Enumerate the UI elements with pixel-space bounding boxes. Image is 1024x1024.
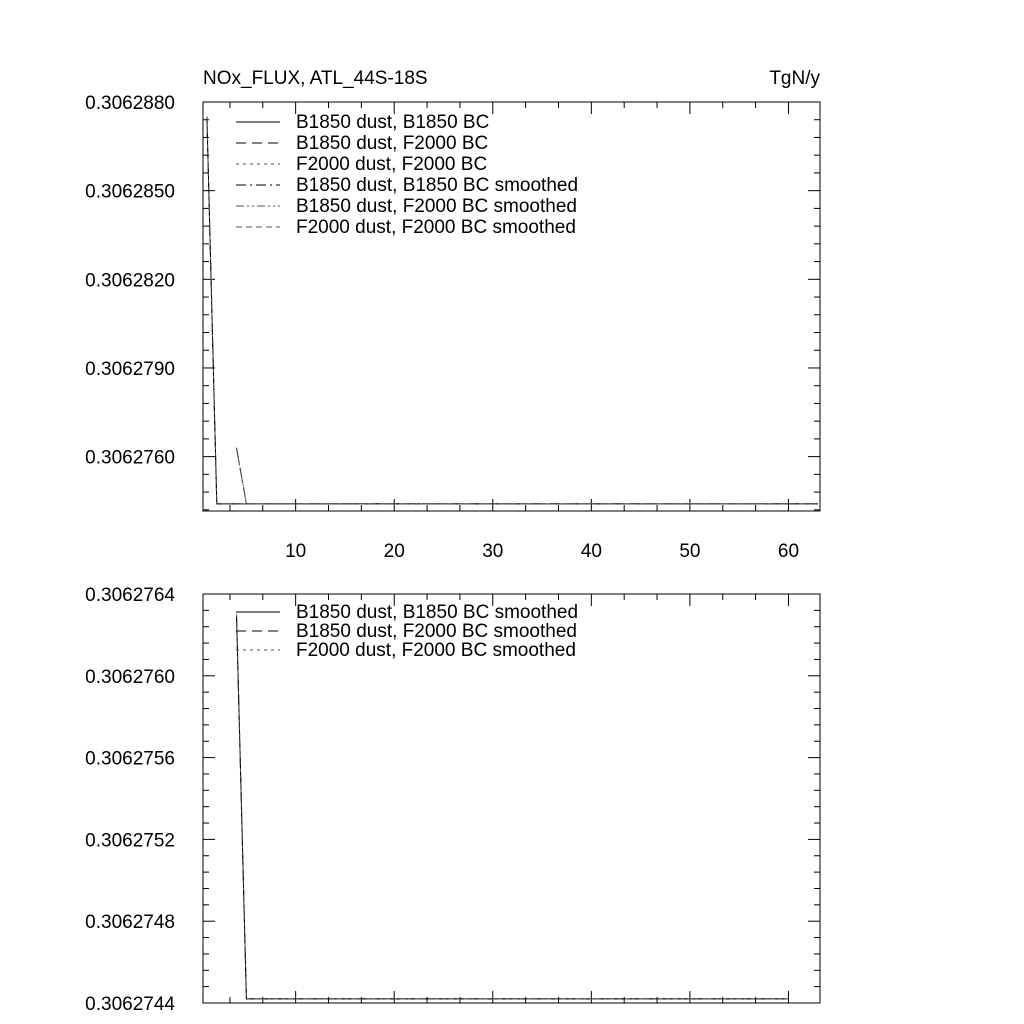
top-panel [85, 68, 820, 562]
y-tick-label: 0.3062820 [85, 270, 175, 292]
legend-label: B1850 dust, B1850 BC smoothed [296, 602, 579, 623]
series-line [237, 615, 789, 999]
y-tick-label: 0.3062744 [85, 994, 175, 1015]
legend-label: B1850 dust, F2000 BC smoothed [296, 196, 577, 217]
legend-label: F2000 dust, F2000 BC [296, 154, 488, 175]
y-tick-label: 0.3062760 [85, 447, 175, 469]
series-line [237, 615, 789, 999]
chart-title: NOx_FLUX, ATL_44S-18S [203, 68, 428, 89]
x-tick-label: 10 [285, 541, 307, 562]
y-tick-label: 0.3062764 [85, 585, 175, 606]
x-tick-label: 50 [679, 541, 701, 562]
y-tick-label: 0.3062748 [85, 912, 175, 934]
x-tick-label: 20 [383, 541, 405, 562]
series-line [237, 448, 819, 504]
legend-label: B1850 dust, B1850 BC smoothed [296, 175, 579, 196]
series-line [237, 615, 789, 999]
y-tick-label: 0.3062880 [85, 93, 175, 114]
series-line [237, 448, 819, 504]
series-line [237, 448, 819, 504]
y-tick-label: 0.3062760 [85, 666, 175, 688]
y-tick-label: 0.3062752 [85, 830, 175, 852]
legend-label: B1850 dust, B1850 BC [296, 112, 490, 133]
y-tick-label: 0.3062790 [85, 358, 175, 380]
legend-label: B1850 dust, F2000 BC smoothed [296, 621, 577, 642]
bottom-panel [85, 585, 820, 1015]
legend-label: B1850 dust, F2000 BC [296, 133, 489, 154]
x-tick-label: 60 [777, 541, 800, 562]
y-tick-label: 0.3062756 [85, 748, 175, 770]
legend-label: F2000 dust, F2000 BC smoothed [296, 217, 576, 238]
legend-label: F2000 dust, F2000 BC smoothed [296, 640, 576, 661]
y-tick-label: 0.3062850 [85, 181, 175, 203]
x-tick-label: 40 [580, 541, 602, 562]
chart-units: TgN/y [769, 68, 820, 89]
x-tick-label: 30 [482, 541, 504, 562]
